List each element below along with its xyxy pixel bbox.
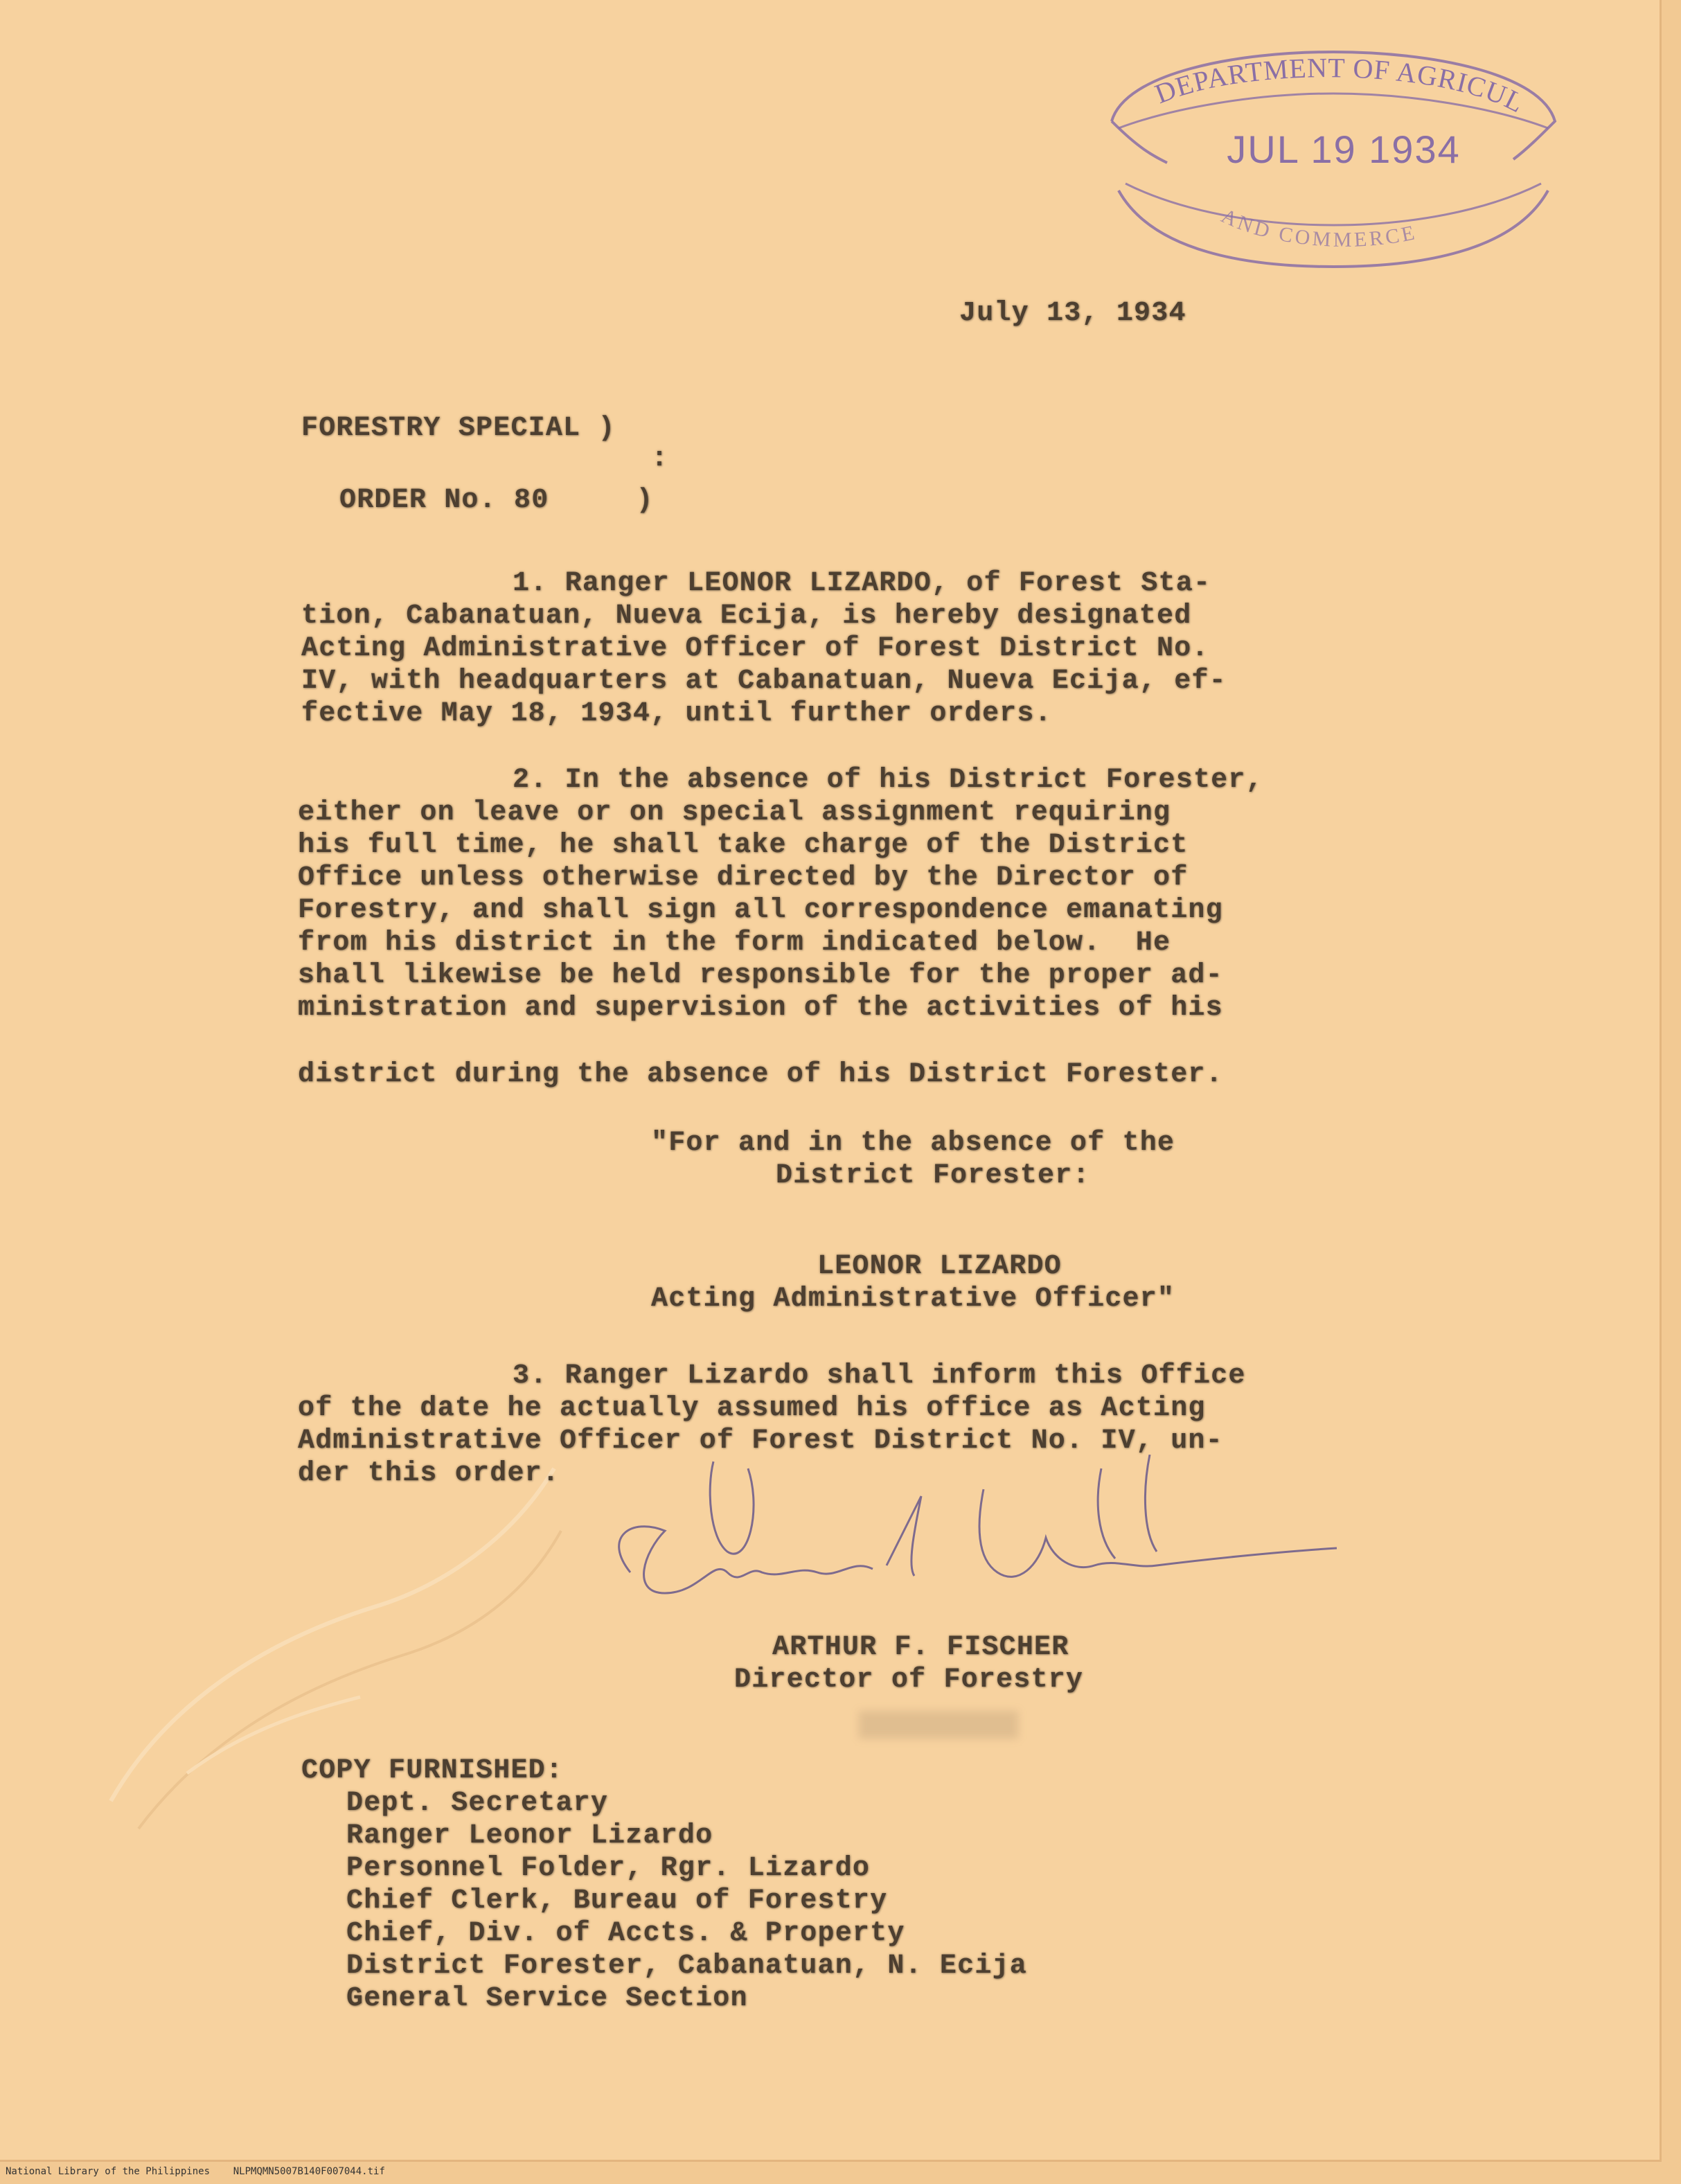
order-heading-line2: ORDER No. 80 ) [339, 485, 654, 516]
signer-title: Director of Forestry [734, 1664, 1084, 1696]
ink-smudge [859, 1711, 1018, 1739]
para2-line: district during the absence of his District Forester. [298, 1059, 1223, 1090]
copy-recipient: Chief Clerk, Bureau of Forestry [346, 1885, 888, 1917]
para3-line: Administrative Officer of Forest District No. IV, un- [298, 1426, 1223, 1457]
letter-date: July 13, 1934 [959, 298, 1186, 329]
form-line2: District Forester: [776, 1160, 1090, 1191]
stamp-top-text: DEPARTMENT OF AGRICUL [1150, 52, 1528, 118]
signer-name: ARTHUR F. FISCHER [772, 1632, 1069, 1663]
para2-line: from his district in the form indicated below. He [298, 927, 1171, 959]
copy-recipient: General Service Section [346, 1983, 748, 2014]
para2-line: Office unless otherwise directed by the Director of [298, 862, 1189, 894]
scan-footer [6, 2166, 385, 2177]
para3-line: der this order. [298, 1458, 560, 1489]
copy-recipient: Ranger Leonor Lizardo [346, 1820, 713, 1852]
copy-recipient: Chief, Div. of Accts. & Property [346, 1918, 905, 1949]
para1-line: IV, with headquarters at Cabanatuan, Nueva Ecija, ef- [301, 666, 1227, 697]
para3-line: of the date he actually assumed his office as Acting [298, 1393, 1206, 1424]
stamp-bottom-text: AND COMMERCE [1218, 204, 1419, 251]
para2-line: 2. In the absence of his District Forester, [513, 765, 1263, 796]
copy-furnished-heading: COPY FURNISHED: [301, 1755, 564, 1786]
footer-file: NLPMQMN5007B140F007044.tif [233, 2166, 385, 2177]
para1-line: 1. Ranger LEONOR LIZARDO, of Forest Sta- [513, 568, 1211, 599]
para2-line: his full time, he shall take charge of the District [298, 830, 1189, 861]
footer-library: National Library of the Philippines [6, 2166, 211, 2177]
handwritten-signature [589, 1455, 1351, 1662]
para2-line: shall likewise be held responsible for the proper ad- [298, 960, 1223, 991]
form-title: Acting Administrative Officer" [651, 1284, 1175, 1315]
form-line1: "For and in the absence of the [651, 1128, 1175, 1159]
copy-recipient: Personnel Folder, Rgr. Lizardo [346, 1853, 871, 1884]
para2-line: Forestry, and shall sign all correspondence emanating [298, 895, 1223, 926]
copy-recipient: Dept. Secretary [346, 1788, 609, 1819]
order-heading-line1: FORESTRY SPECIAL ) [301, 413, 616, 444]
stamp-date: JUL 19 1934 [1227, 127, 1461, 171]
copy-recipient: District Forester, Cabanatuan, N. Ecija [346, 1951, 1027, 1982]
para1-line: tion, Cabanatuan, Nueva Ecija, is hereby designated [301, 601, 1192, 632]
svg-text:DEPARTMENT OF AGRICULTURE [1098, 45, 1528, 118]
received-stamp [1098, 45, 1569, 274]
svg-text:AND COMMERCE [1218, 204, 1418, 251]
para1-line: Acting Administrative Officer of Forest District No. [301, 633, 1209, 664]
order-heading-colon: : [651, 443, 669, 474]
para3-line: 3. Ranger Lizardo shall inform this Office [513, 1360, 1246, 1392]
para2-line: either on leave or on special assignment requiring [298, 797, 1171, 828]
form-name: LEONOR LIZARDO [817, 1251, 1062, 1282]
para2-line: ministration and supervision of the activities of his [298, 993, 1223, 1024]
para1-line: fective May 18, 1934, until further orders. [301, 698, 1052, 729]
